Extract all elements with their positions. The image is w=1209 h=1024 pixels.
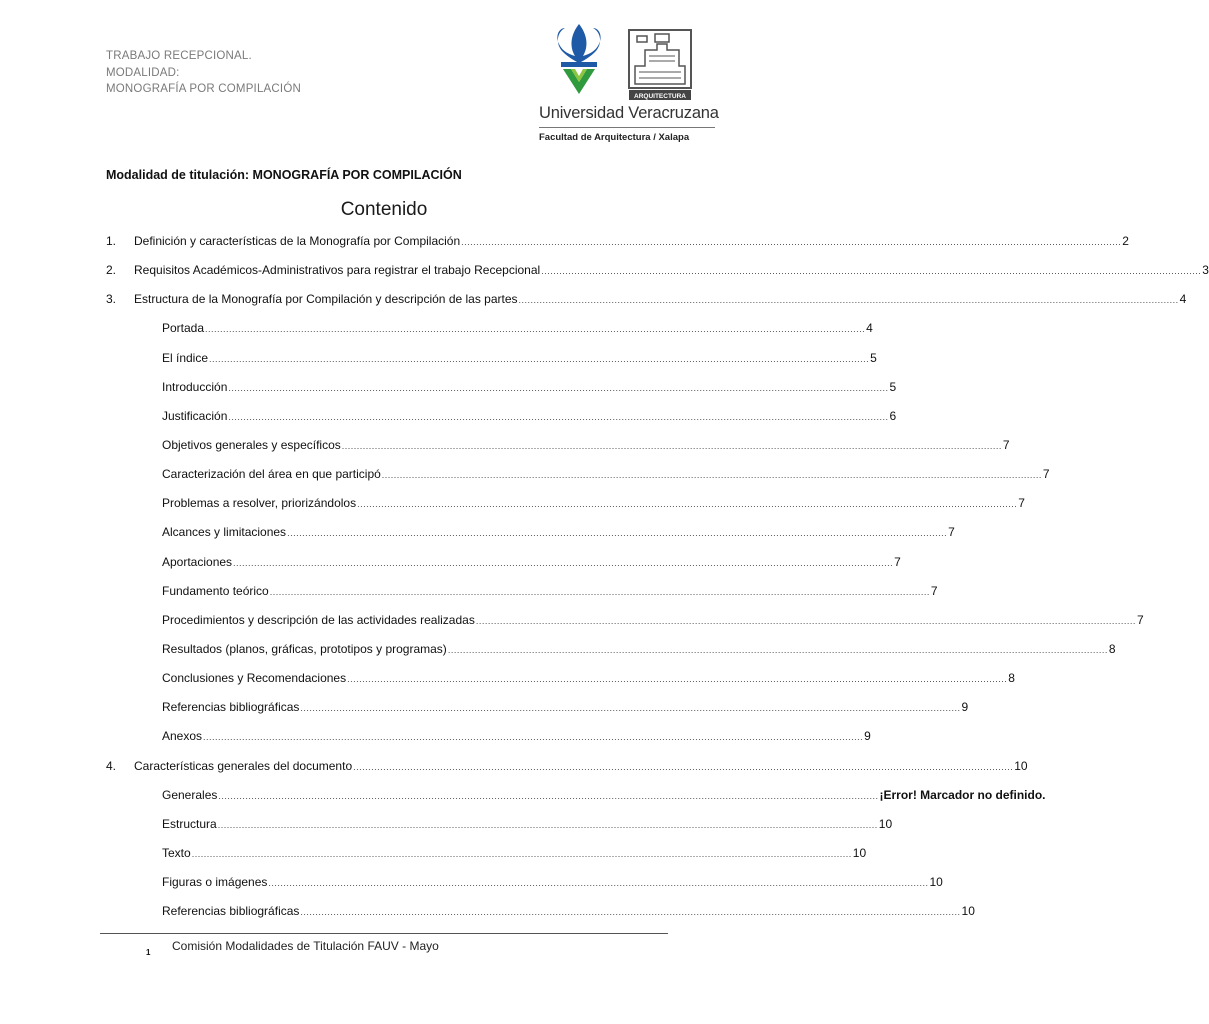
toc-entry-page: 7 (1018, 496, 1025, 511)
toc-entry-title: Definición y características de la Monografía por Compilación (134, 234, 461, 248)
toc-entry-page: 5 (870, 350, 877, 365)
header-line: TRABAJO RECEPCIONAL. (106, 50, 252, 62)
toc-entry-title: Problemas a resolver, priorizándolos (162, 496, 357, 511)
toc-entry-page: 10 (1014, 758, 1028, 773)
modality-subtitle: Modalidad de titulación: MONOGRAFÍA POR COMPILACIÓN (106, 168, 462, 182)
toc-entry[interactable] (106, 496, 1025, 525)
toc-dot-leader: ............................................................................................................................................................................................................................ (341, 440, 1002, 451)
toc-entry-number: 3. (106, 292, 117, 307)
toc-entry-page: 10 (929, 875, 943, 890)
footer-page-number: 1 (146, 948, 151, 957)
toc-dot-leader: ............................................................................................................................................................................................................................ (287, 528, 948, 539)
toc-entry-body (162, 787, 1046, 802)
toc-entry-page: 7 (948, 525, 955, 540)
toc-entry-title: Características generales del documento (134, 758, 353, 773)
toc-entry-body (162, 350, 877, 365)
toc-entry[interactable] (106, 379, 897, 409)
toc-dot-leader: ............................................................................................................................................................................................................................ (191, 848, 852, 859)
toc-entry-body (162, 437, 1010, 452)
toc-entry-body (162, 700, 969, 715)
toc-entry-title: Estructura de la Monografía por Compilación y descripción de las partes (134, 292, 518, 307)
toc-entry[interactable] (106, 321, 873, 350)
toc-entry[interactable] (106, 671, 1015, 700)
toc-entry[interactable] (106, 234, 1129, 263)
toc-heading: Contenido (340, 199, 428, 220)
toc-entry-body (134, 234, 1129, 248)
toc-dot-leader: ............................................................................................................................................................................................................................ (461, 237, 1122, 247)
toc-entry-title: Procedimientos y descripción de las actividades realizadas (162, 612, 475, 627)
toc-entry-title: El índice (162, 350, 209, 365)
toc-entry-page: 5 (889, 379, 897, 394)
toc-entry-body (162, 496, 1025, 511)
toc-entry-page: 10 (852, 845, 867, 860)
toc-dot-leader: ............................................................................................................................................................................................................................ (381, 470, 1042, 481)
toc-entry-number: 1. (106, 234, 117, 248)
fleur-de-lis-icon (551, 22, 607, 96)
toc-entry-page: 10 (961, 904, 975, 919)
toc-entry-body (162, 612, 1144, 627)
toc-entry-body (162, 641, 1116, 656)
toc-entry-title: Objetivos generales y específicos (162, 437, 341, 452)
toc-entry-body (134, 263, 1209, 278)
toc-dot-leader: ............................................................................................................................................................................................................................ (209, 353, 870, 364)
toc-entry[interactable] (106, 612, 1144, 642)
toc-entry-page: 7 (930, 583, 938, 598)
toc-entry-page: 8 (1108, 641, 1116, 656)
toc-entry-page: 9 (961, 700, 969, 715)
toc-entry-body (162, 467, 1050, 482)
toc-entry-page: 3 (1202, 263, 1209, 278)
toc-dot-leader: ............................................................................................................................................................................................................................ (228, 382, 889, 393)
university-name: Universidad Veracruzana (539, 104, 719, 122)
toc-entry-page: 8 (1008, 671, 1015, 686)
toc-entry-title: Fundamento teórico (162, 583, 269, 598)
toc-entry-title: Figuras o imágenes (162, 875, 268, 890)
toc-entry[interactable] (106, 729, 871, 758)
toc-entry-body (162, 845, 867, 860)
toc-dot-leader: ............................................................................................................................................................................................................................ (228, 411, 889, 422)
toc-entry-title: Estructura (162, 816, 217, 831)
toc-entry-title: Referencias bibliográficas (162, 700, 300, 715)
toc-dot-leader: ............................................................................................................................................................................................................................ (218, 790, 879, 801)
toc-entry-page: 4 (866, 321, 873, 336)
toc-entry-body (134, 292, 1187, 307)
toc-entry[interactable] (106, 845, 867, 875)
toc-entry-title: Requisitos Académicos-Administrativos para registrar el trabajo Recepcional (134, 263, 541, 278)
toc-entry-title: Anexos (162, 729, 203, 744)
toc-entry[interactable] (106, 700, 969, 729)
toc-entry[interactable] (106, 904, 975, 933)
toc-entry[interactable] (106, 292, 1187, 321)
toc-entry-title: Resultados (planos, gráficas, prototipos y programas) (162, 641, 447, 656)
toc-entry-page: 7 (894, 554, 901, 569)
toc-entry[interactable] (106, 408, 897, 438)
toc-entry[interactable] (106, 554, 901, 584)
toc-dot-leader: ............................................................................................................................................................................................................................ (300, 703, 961, 714)
toc-dot-leader: ............................................................................................................................................................................................................................ (205, 324, 866, 335)
toc-entry-title: Conclusiones y Recomendaciones (162, 671, 347, 686)
toc-entry-page: ¡Error! Marcador no definido. (879, 787, 1046, 802)
university-logo (537, 22, 737, 152)
toc-entry-title: Texto (162, 845, 191, 860)
toc-entry[interactable] (106, 583, 938, 613)
toc-dot-leader: ............................................................................................................................................................................................................................ (300, 907, 961, 918)
toc-entry-title: Justificación (162, 408, 228, 423)
architecture-faculty-icon (627, 28, 693, 102)
toc-entry-body (162, 671, 1015, 686)
toc-entry[interactable] (106, 875, 943, 904)
toc-entry-body (162, 816, 893, 831)
toc-dot-leader: ............................................................................................................................................................................................................................ (347, 674, 1008, 685)
toc-entry-page: 6 (889, 408, 897, 423)
toc-entry[interactable] (106, 758, 1028, 788)
toc-entry-title: Alcances y limitaciones (162, 525, 287, 540)
header-line: MODALIDAD: (106, 66, 180, 79)
toc-entry-body (162, 321, 873, 336)
toc-entry-title: Generales (162, 787, 218, 802)
logo-divider (539, 127, 715, 128)
toc-dot-leader: ............................................................................................................................................................................................................................ (447, 644, 1108, 655)
toc-entry-body (162, 379, 897, 394)
header-line: MONOGRAFÍA POR COMPILACIÓN (106, 83, 301, 95)
toc-dot-leader: ............................................................................................................................................................................................................................ (233, 557, 894, 568)
toc-entry-page: 7 (1002, 437, 1010, 452)
toc-dot-leader: ............................................................................................................................................................................................................................ (518, 295, 1179, 306)
toc-entry-title: Referencias bibliográficas (162, 904, 300, 919)
toc-entry-page: 10 (878, 816, 893, 831)
toc-dot-leader: ............................................................................................................................................................................................................................ (217, 819, 878, 830)
document-header (106, 48, 301, 98)
toc-entry[interactable] (106, 525, 955, 554)
toc-dot-leader: ............................................................................................................................................................................................................................ (541, 266, 1202, 277)
footer-text: Comisión Modalidades de Titulación FAUV - Mayo (172, 939, 439, 953)
toc-entry-page: 7 (1042, 467, 1050, 482)
toc-entry-page: 4 (1179, 292, 1187, 307)
toc-entry-body (162, 554, 901, 569)
toc-entry[interactable] (106, 437, 1010, 467)
footer-divider (100, 933, 668, 934)
toc-entry[interactable] (106, 787, 1046, 817)
toc-entry-title: Portada (162, 321, 205, 336)
toc-entry-page: 2 (1122, 234, 1129, 248)
toc-entry-number: 2. (106, 263, 117, 278)
arch-label: ARQUITECTURA (634, 93, 686, 100)
toc-entry-body (162, 729, 871, 744)
table-of-contents (106, 234, 1209, 933)
toc-dot-leader: ............................................................................................................................................................................................................................ (475, 615, 1136, 626)
toc-dot-leader: ............................................................................................................................................................................................................................ (203, 732, 864, 743)
faculty-name: Facultad de Arquitectura / Xalapa (539, 132, 690, 143)
toc-dot-leader: ............................................................................................................................................................................................................................ (353, 761, 1014, 772)
toc-entry-page: 7 (1136, 612, 1144, 627)
toc-entry-body (134, 758, 1028, 773)
toc-entry-title: Introducción (162, 379, 228, 394)
toc-entry[interactable] (106, 350, 877, 380)
toc-entry[interactable] (106, 263, 1209, 292)
toc-entry-body (162, 583, 938, 598)
toc-entry-number: 4. (106, 758, 117, 773)
toc-dot-leader: ............................................................................................................................................................................................................................ (357, 499, 1018, 510)
toc-dot-leader: ............................................................................................................................................................................................................................ (268, 878, 929, 889)
toc-entry-body (162, 904, 975, 919)
toc-entry-title: Aportaciones (162, 554, 233, 569)
toc-entry-title: Caracterización del área en que participó (162, 467, 381, 482)
toc-entry[interactable] (106, 641, 1116, 671)
toc-dot-leader: ............................................................................................................................................................................................................................ (269, 586, 930, 597)
toc-entry-body (162, 525, 955, 540)
toc-entry-body (162, 408, 897, 423)
toc-entry[interactable] (106, 816, 893, 846)
toc-entry-body (162, 875, 943, 890)
toc-entry[interactable] (106, 467, 1050, 496)
toc-entry-page: 9 (864, 729, 871, 744)
